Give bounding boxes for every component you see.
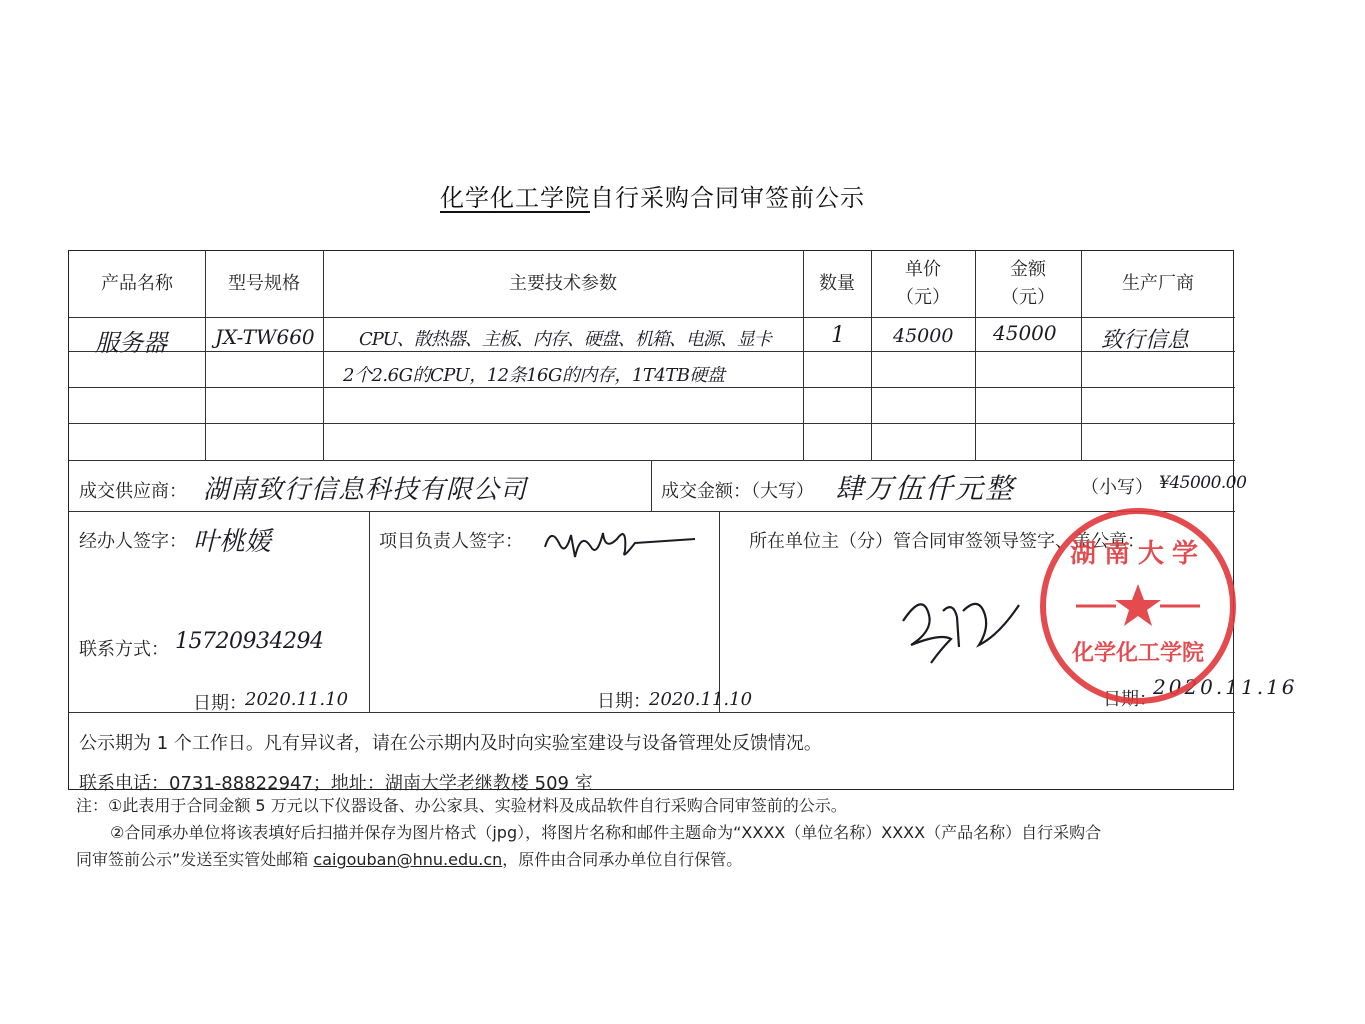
project-lead-signature — [539, 517, 699, 567]
project-lead-date-label: 日期： — [597, 691, 651, 712]
note-2a: ②合同承办单位将该表填好后扫描并保存为图片格式（jpg），将图片名称和邮件主题命为“XXXX（单位名称）XXXX（产品名称）自行采购合 — [110, 823, 1102, 842]
col-divider — [369, 511, 370, 712]
notice-line2: 联系电话：0731-88822947；地址：湖南大学老继教楼 509 室 — [79, 773, 593, 794]
seal-top-text: 湖南大学 — [1069, 539, 1207, 569]
note-2b-pre: 同审签前公示”发送至实管处邮箱 — [76, 850, 314, 869]
row1-maker: 致行信息 — [1101, 328, 1190, 353]
header-amount-unit: （元） — [1001, 287, 1055, 308]
footnotes — [76, 792, 1236, 873]
row1-params-line2: 2个2.6G的CPU，12条16G的内存，1T4TB硬盘 — [343, 365, 725, 386]
handler-signature: 叶桃媛 — [193, 527, 272, 557]
project-lead-date: 2020.11.10 — [649, 689, 753, 710]
row-divider — [69, 351, 1235, 352]
note-2b — [76, 846, 1236, 873]
row1-product-name: 服务器 — [95, 329, 167, 357]
supplier-label: 成交供应商： — [79, 481, 187, 502]
unit-leader-label: 所在单位主（分）管合同审签领导签字、盖公章： — [749, 531, 1145, 552]
col-divider — [651, 460, 652, 511]
row1-model: JX-TW660 — [215, 325, 315, 349]
header-params: 主要技术参数 — [509, 273, 617, 295]
deal-amount-lower-label: （小写） — [1081, 477, 1153, 498]
unit-leader-date: 2020.11.16 — [1153, 675, 1298, 699]
handler-contact-label: 联系方式： — [79, 639, 169, 660]
unit-leader-signature — [893, 581, 1043, 671]
supplier-value: 湖南致行信息科技有限公司 — [203, 475, 528, 505]
handler-date-label: 日期： — [193, 693, 247, 714]
handler-date: 2020.11.10 — [245, 689, 349, 710]
notice-line1: 公示期为 1 个工作日。凡有异议者，请在公示期内及时向实验室建设与设备管理处反馈情况。 — [79, 733, 822, 754]
seal-graphic — [1046, 514, 1230, 698]
row-divider — [69, 511, 1235, 512]
seal-bottom-text: 化学化工学院 — [1071, 640, 1205, 666]
header-qty: 数量 — [819, 273, 855, 295]
header-amount-label: 金额 — [1010, 259, 1046, 281]
handler-contact: 15720934294 — [175, 629, 324, 654]
email-link[interactable]: caigouban@hnu.edu.cn — [313, 850, 503, 869]
header-model: 型号规格 — [228, 273, 300, 295]
row-divider — [69, 317, 1235, 318]
row1-unit-price: 45000 — [893, 325, 954, 347]
deal-amount-upper: 肆万伍仟元整 — [835, 472, 1016, 505]
unit-leader-date-label: 日期： — [1103, 689, 1157, 710]
seal-star-icon — [1115, 584, 1161, 626]
title-rest: 自行采购合同审签前公示 — [590, 184, 865, 212]
title-college: 化学化工学院 — [440, 184, 590, 212]
deal-amount-lower: ¥45000.00 — [1159, 473, 1247, 493]
project-lead-label: 项目负责人签字： — [379, 531, 523, 552]
header-product-name: 产品名称 — [101, 273, 173, 295]
header-amount — [975, 251, 1081, 317]
row1-qty: 1 — [831, 323, 845, 348]
deal-amount-label: 成交金额：（大写） — [661, 481, 814, 502]
handler-label: 经办人签字： — [79, 531, 187, 552]
row1-params-line1: CPU、散热器、主板、内存、硬盘、机箱、电源、显卡 — [359, 329, 771, 350]
header-unit-price-unit: （元） — [896, 287, 950, 308]
row1-amount: 45000 — [993, 321, 1057, 345]
note-1: 注：①此表用于合同金额 5 万元以下仪器设备、办公家具、实验材料及成品软件自行采购合同审签前的公示。 — [76, 796, 847, 815]
page-title — [0, 178, 1305, 213]
header-maker: 生产厂商 — [1122, 273, 1194, 295]
header-unit-price — [871, 251, 975, 317]
row-divider — [69, 423, 1235, 424]
row-divider — [69, 387, 1235, 388]
header-unit-price-label: 单价 — [905, 259, 941, 281]
official-seal — [1040, 508, 1236, 704]
note-2b-post: ，原件由合同承办单位自行保管。 — [502, 850, 743, 869]
row-divider — [69, 460, 1235, 461]
col-divider — [719, 511, 720, 712]
